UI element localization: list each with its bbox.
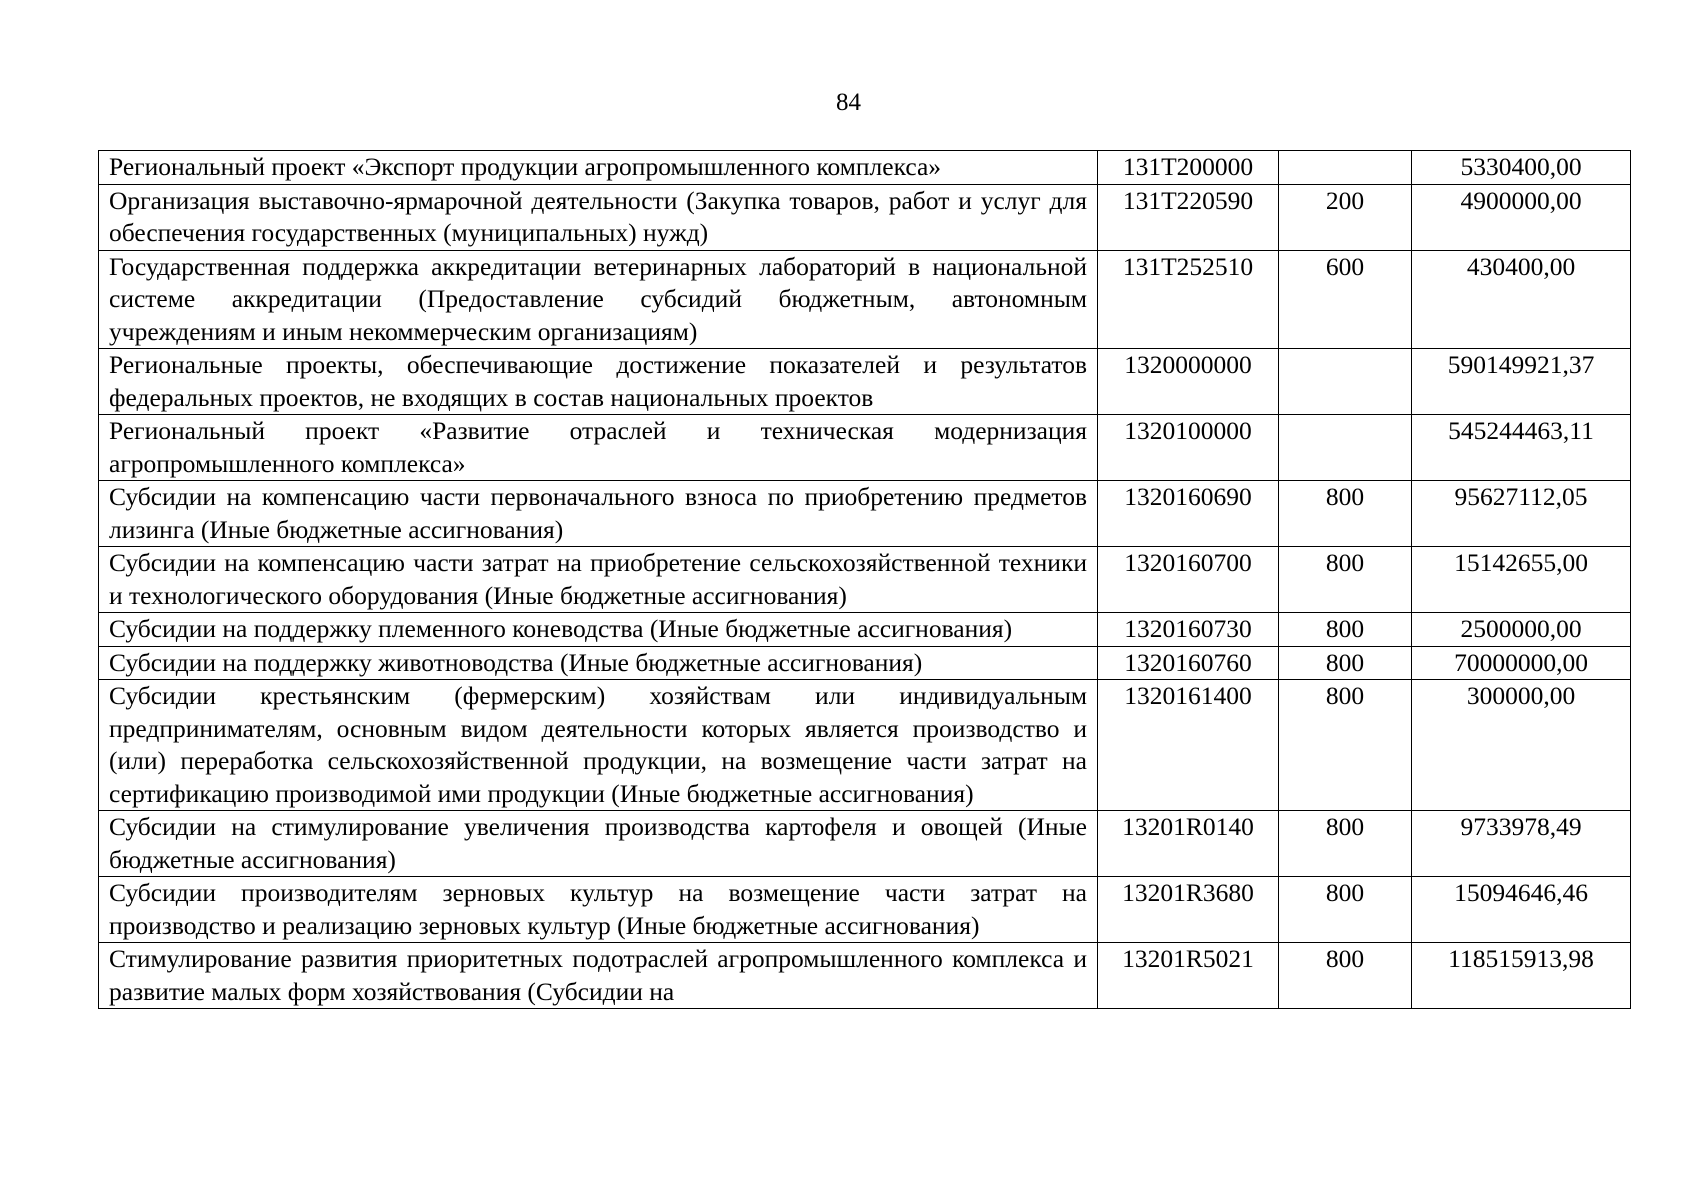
row-expense-type	[1279, 151, 1412, 185]
row-name: Государственная поддержка аккредитации ветеринарных лабораторий в национальной системе аккредитации (Предоставление субсидий бюджетным, автономным учреждениям и иным некоммерческим организациям)	[99, 250, 1098, 349]
row-code: 13201R3680	[1098, 877, 1279, 943]
table-row	[99, 811, 1631, 877]
row-expense-type: 800	[1279, 877, 1412, 943]
row-code: 1320160700	[1098, 547, 1279, 613]
row-amount: 15142655,00	[1412, 547, 1631, 613]
row-name: Субсидии производителям зерновых культур на возмещение части затрат на производство и реализацию зерновых культур (Иные бюджетные ассигнования)	[99, 877, 1098, 943]
row-name: Субсидии на поддержку животноводства (Иные бюджетные ассигнования)	[99, 646, 1098, 680]
row-amount: 70000000,00	[1412, 646, 1631, 680]
row-amount: 118515913,98	[1412, 943, 1631, 1009]
row-name: Региональный проект «Экспорт продукции агропромышленного комплекса»	[99, 151, 1098, 185]
row-amount: 545244463,11	[1412, 415, 1631, 481]
row-name: Субсидии на стимулирование увеличения производства картофеля и овощей (Иные бюджетные ассигнования)	[99, 811, 1098, 877]
row-name: Организация выставочно-ярмарочной деятельности (Закупка товаров, работ и услуг для обеспечения государственных (муниципальных) нужд)	[99, 184, 1098, 250]
row-amount: 9733978,49	[1412, 811, 1631, 877]
row-name: Стимулирование развития приоритетных подотраслей агропромышленного комплекса и развитие малых форм хозяйствования (Субсидии на	[99, 943, 1098, 1009]
row-code: 131T252510	[1098, 250, 1279, 349]
table-row	[99, 877, 1631, 943]
table-row	[99, 415, 1631, 481]
row-amount: 590149921,37	[1412, 349, 1631, 415]
row-expense-type: 800	[1279, 547, 1412, 613]
row-amount: 300000,00	[1412, 680, 1631, 811]
table-row	[99, 184, 1631, 250]
row-name: Субсидии на поддержку племенного коневодства (Иные бюджетные ассигнования)	[99, 613, 1098, 647]
row-expense-type: 800	[1279, 481, 1412, 547]
row-code: 1320160760	[1098, 646, 1279, 680]
row-code: 13201R0140	[1098, 811, 1279, 877]
table-row	[99, 481, 1631, 547]
table-row	[99, 151, 1631, 185]
row-amount: 2500000,00	[1412, 613, 1631, 647]
row-amount: 430400,00	[1412, 250, 1631, 349]
row-name: Субсидии крестьянским (фермерским) хозяйствам или индивидуальным предпринимателям, основным видом деятельности которых является производство и (или) переработка сельскохозяйственной продукции, на возмещение части затрат на сертификацию производимой ими продукции (Иные бюджетные ассигнования)	[99, 680, 1098, 811]
row-code: 13201R5021	[1098, 943, 1279, 1009]
row-code: 131T200000	[1098, 151, 1279, 185]
row-name: Субсидии на компенсацию части первоначального взноса по приобретению предметов лизинга (Иные бюджетные ассигнования)	[99, 481, 1098, 547]
row-code: 1320100000	[1098, 415, 1279, 481]
row-name: Субсидии на компенсацию части затрат на приобретение сельскохозяйственной техники и технологического оборудования (Иные бюджетные ассигнования)	[99, 547, 1098, 613]
table-row	[99, 943, 1631, 1009]
row-code: 1320161400	[1098, 680, 1279, 811]
row-expense-type: 200	[1279, 184, 1412, 250]
row-expense-type: 600	[1279, 250, 1412, 349]
table-row	[99, 680, 1631, 811]
table-row	[99, 250, 1631, 349]
row-expense-type: 800	[1279, 943, 1412, 1009]
row-name: Региональный проект «Развитие отраслей и техническая модернизация агропромышленного комплекса»	[99, 415, 1098, 481]
row-amount: 4900000,00	[1412, 184, 1631, 250]
row-name: Региональные проекты, обеспечивающие достижение показателей и результатов федеральных проектов, не входящих в состав национальных проектов	[99, 349, 1098, 415]
table-row	[99, 547, 1631, 613]
row-amount: 5330400,00	[1412, 151, 1631, 185]
row-amount: 95627112,05	[1412, 481, 1631, 547]
row-code: 1320000000	[1098, 349, 1279, 415]
row-expense-type: 800	[1279, 811, 1412, 877]
row-code: 131T220590	[1098, 184, 1279, 250]
row-expense-type	[1279, 349, 1412, 415]
table-row	[99, 646, 1631, 680]
row-expense-type: 800	[1279, 646, 1412, 680]
table-row	[99, 349, 1631, 415]
row-expense-type	[1279, 415, 1412, 481]
row-expense-type: 800	[1279, 613, 1412, 647]
page-number: 84	[836, 89, 861, 116]
table-row	[99, 613, 1631, 647]
row-code: 1320160690	[1098, 481, 1279, 547]
row-code: 1320160730	[1098, 613, 1279, 647]
row-amount: 15094646,46	[1412, 877, 1631, 943]
row-expense-type: 800	[1279, 680, 1412, 811]
budget-table	[98, 150, 1631, 1009]
